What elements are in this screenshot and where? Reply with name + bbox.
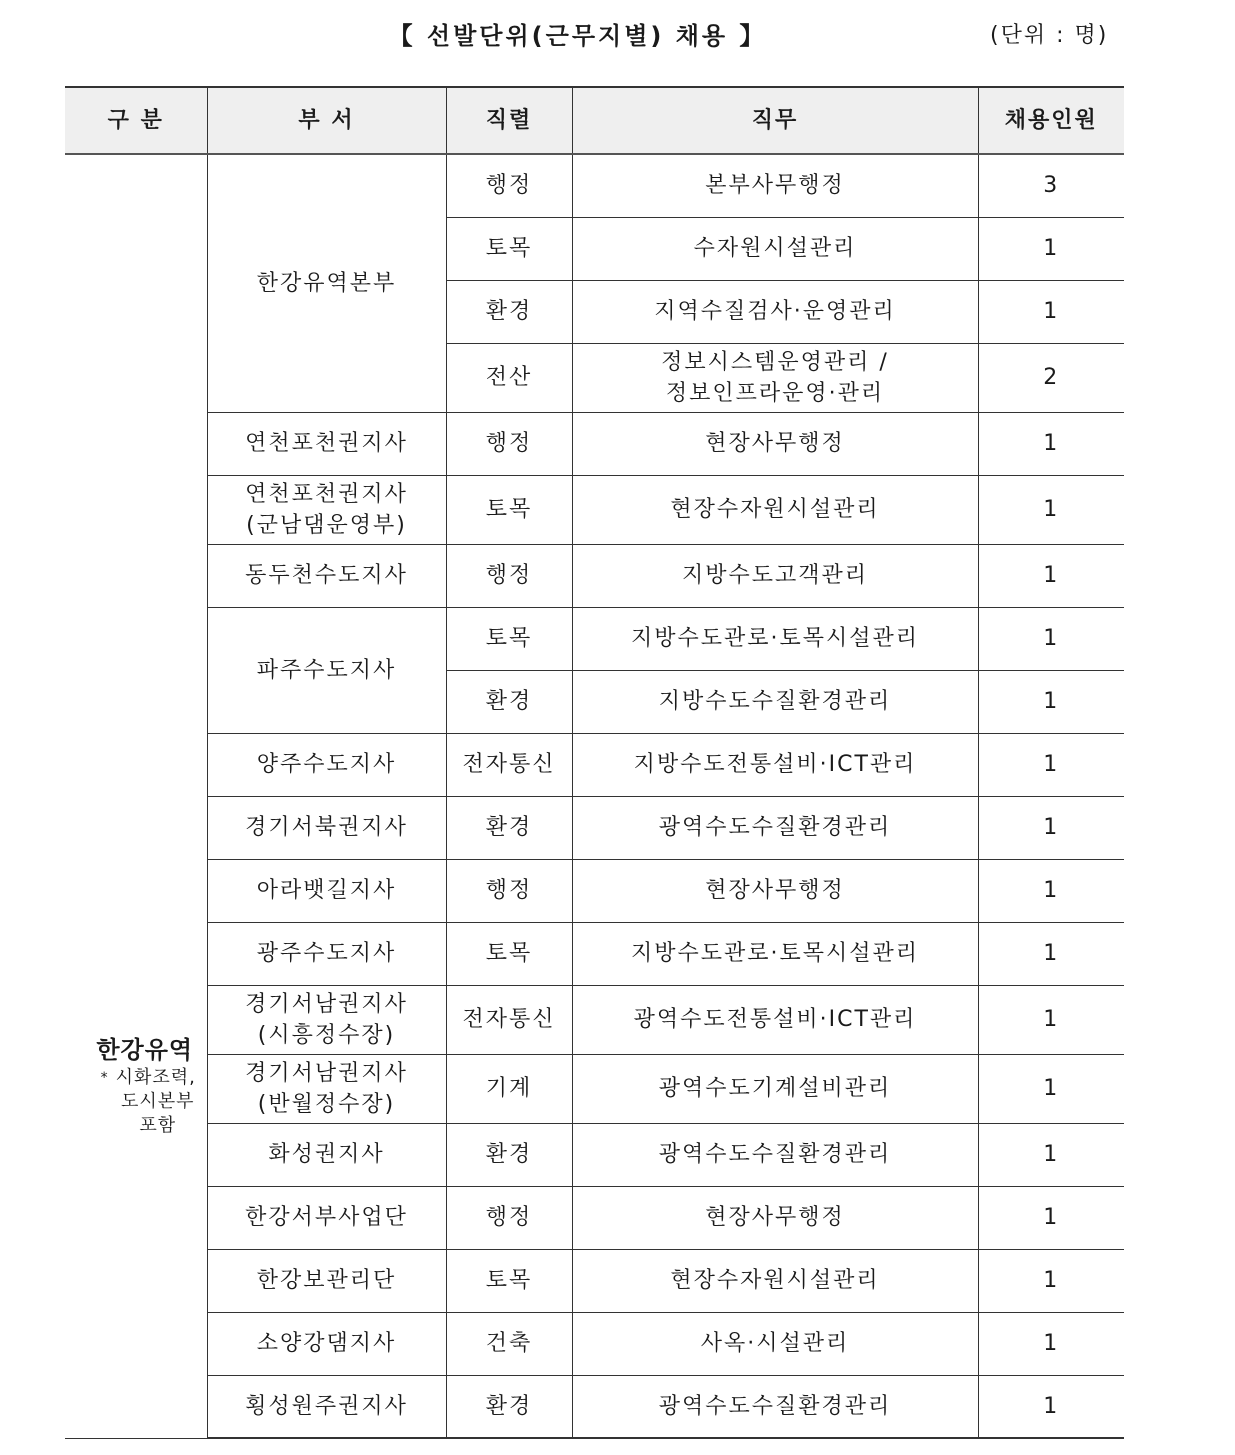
- duty-cell: 지방수도수질환경관리: [572, 670, 978, 733]
- series-cell: 행정: [446, 1186, 572, 1249]
- table-row: [65, 1054, 1124, 1123]
- dept-cell: 소양강댐지사: [207, 1312, 446, 1375]
- dept-cell: 아라뱃길지사: [207, 859, 446, 922]
- table-row: [65, 154, 1124, 217]
- count-cell: 1: [978, 1312, 1124, 1375]
- duty-cell: 광역수도수질환경관리: [572, 1375, 978, 1438]
- duty-cell: 광역수도전통설비·ICT관리: [572, 985, 978, 1054]
- duty-cell: 지역수질검사·운영관리: [572, 280, 978, 343]
- table-row: [65, 1123, 1124, 1186]
- duty-cell: [572, 343, 978, 412]
- series-cell: 토목: [446, 922, 572, 985]
- duty-cell: 광역수도수질환경관리: [572, 796, 978, 859]
- dept-cell: 한강보관리단: [207, 1249, 446, 1312]
- region-name: 한강유역: [96, 1036, 194, 1065]
- series-cell: 행정: [446, 154, 572, 217]
- duty-line-1: 정보시스템운영관리 /: [661, 349, 889, 375]
- count-cell: 1: [978, 412, 1124, 475]
- table-row: [65, 1312, 1124, 1375]
- count-cell: 1: [978, 217, 1124, 280]
- table-row: [65, 1375, 1124, 1438]
- dept-cell: 파주수도지사: [207, 607, 446, 733]
- series-cell: 건축: [446, 1312, 572, 1375]
- count-cell: 1: [978, 475, 1124, 544]
- series-cell: 토목: [446, 217, 572, 280]
- table-row: [65, 475, 1124, 544]
- dept-cell: 한강유역본부: [207, 154, 446, 412]
- dept-cell: [207, 985, 446, 1054]
- series-cell: 행정: [446, 412, 572, 475]
- dept-cell: 한강서부사업단: [207, 1186, 446, 1249]
- note-line-2: 도시본부: [120, 1091, 195, 1113]
- series-cell: 환경: [446, 1375, 572, 1438]
- count-cell: 1: [978, 733, 1124, 796]
- dept-cell: [207, 1054, 446, 1123]
- dept-line-1: 경기서남권지사: [245, 991, 408, 1017]
- count-cell: 2: [978, 343, 1124, 412]
- count-cell: 1: [978, 796, 1124, 859]
- header-department: 부 서: [207, 87, 446, 154]
- dept-cell: 연천포천권지사: [207, 412, 446, 475]
- table-row: [65, 733, 1124, 796]
- dept-cell: 경기서북권지사: [207, 796, 446, 859]
- table-row: [65, 922, 1124, 985]
- duty-cell: 현장사무행정: [572, 859, 978, 922]
- duty-cell: 본부사무행정: [572, 154, 978, 217]
- table-row: [65, 544, 1124, 607]
- unit-label: (단위 : 명): [990, 23, 1109, 48]
- count-cell: 1: [978, 1375, 1124, 1438]
- count-cell: 1: [978, 922, 1124, 985]
- series-cell: 환경: [446, 670, 572, 733]
- series-cell: 전산: [446, 343, 572, 412]
- header-job-series: 직렬: [446, 87, 572, 154]
- duty-cell: 현장사무행정: [572, 412, 978, 475]
- table-row: [65, 796, 1124, 859]
- count-cell: 3: [978, 154, 1124, 217]
- dept-line-1: 경기서남권지사: [245, 1060, 408, 1086]
- series-cell: 행정: [446, 859, 572, 922]
- count-cell: 1: [978, 607, 1124, 670]
- duty-cell: 현장사무행정: [572, 1186, 978, 1249]
- table-row: [65, 985, 1124, 1054]
- note-star: *: [100, 1070, 109, 1087]
- duty-cell: 현장수자원시설관리: [572, 1249, 978, 1312]
- duty-cell: 사옥·시설관리: [572, 1312, 978, 1375]
- header-category: 구 분: [65, 87, 207, 154]
- series-cell: 행정: [446, 544, 572, 607]
- count-cell: 1: [978, 1054, 1124, 1123]
- count-cell: 1: [978, 544, 1124, 607]
- dept-cell: [207, 475, 446, 544]
- dept-cell: 양주수도지사: [207, 733, 446, 796]
- count-cell: 1: [978, 1186, 1124, 1249]
- count-cell: 1: [978, 670, 1124, 733]
- duty-cell: 광역수도기계설비관리: [572, 1054, 978, 1123]
- duty-cell: 지방수도전통설비·ICT관리: [572, 733, 978, 796]
- region-cell: [65, 154, 207, 1438]
- recruitment-table: [65, 86, 1124, 1439]
- series-cell: 환경: [446, 280, 572, 343]
- dept-cell: 화성권지사: [207, 1123, 446, 1186]
- table-title: 【 선발단위(근무지별) 채용 】: [388, 22, 767, 50]
- duty-cell: 지방수도관로·토목시설관리: [572, 607, 978, 670]
- series-cell: 환경: [446, 1123, 572, 1186]
- series-cell: 토목: [446, 475, 572, 544]
- count-cell: 1: [978, 1249, 1124, 1312]
- series-cell: 토목: [446, 607, 572, 670]
- count-cell: 1: [978, 859, 1124, 922]
- header-row: [65, 87, 1124, 154]
- note-line-1: 시화조력,: [115, 1067, 196, 1089]
- dept-cell: 동두천수도지사: [207, 544, 446, 607]
- series-cell: 전자통신: [446, 985, 572, 1054]
- count-cell: 1: [978, 985, 1124, 1054]
- series-cell: 전자통신: [446, 733, 572, 796]
- duty-cell: 지방수도관로·토목시설관리: [572, 922, 978, 985]
- table-row: [65, 1249, 1124, 1312]
- region-note: [83, 1066, 207, 1138]
- duty-line-2: 정보인프라운영·관리: [665, 380, 885, 406]
- duty-cell: 현장수자원시설관리: [572, 475, 978, 544]
- series-cell: 기계: [446, 1054, 572, 1123]
- count-cell: 1: [978, 280, 1124, 343]
- dept-line-1: 연천포천권지사: [245, 481, 408, 507]
- table-row: [65, 1186, 1124, 1249]
- note-line-3: 포함: [139, 1115, 177, 1137]
- series-cell: 토목: [446, 1249, 572, 1312]
- dept-cell: 횡성원주권지사: [207, 1375, 446, 1438]
- dept-line-2: (시흥정수장): [257, 1022, 396, 1048]
- duty-cell: 광역수도수질환경관리: [572, 1123, 978, 1186]
- header-headcount: 채용인원: [978, 87, 1124, 154]
- duty-cell: 수자원시설관리: [572, 217, 978, 280]
- dept-cell: 광주수도지사: [207, 922, 446, 985]
- table-row: [65, 607, 1124, 670]
- dept-line-2: (반월정수장): [257, 1091, 396, 1117]
- header-duty: 직무: [572, 87, 978, 154]
- table-row: [65, 859, 1124, 922]
- table-row: [65, 412, 1124, 475]
- duty-cell: 지방수도고객관리: [572, 544, 978, 607]
- dept-line-2: (군남댐운영부): [246, 512, 407, 538]
- series-cell: 환경: [446, 796, 572, 859]
- count-cell: 1: [978, 1123, 1124, 1186]
